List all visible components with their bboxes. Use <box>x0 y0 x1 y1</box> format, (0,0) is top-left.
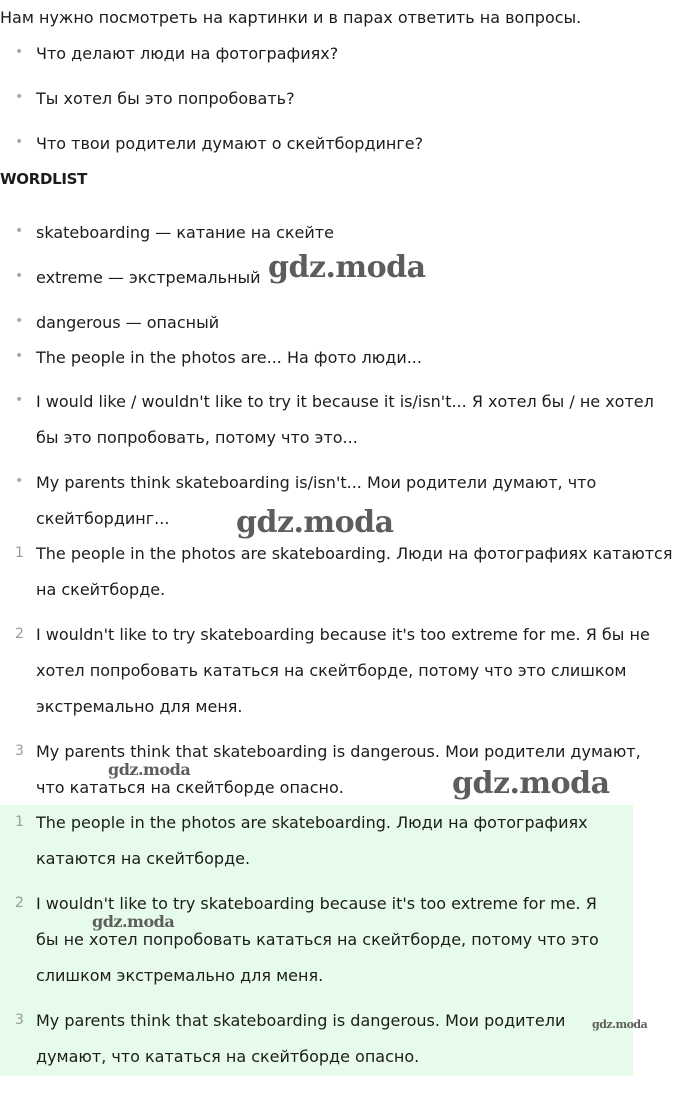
item-number: 1 <box>15 814 24 830</box>
wordlist-heading: WORDLIST <box>0 170 88 188</box>
bullet-icon: • <box>15 89 24 105</box>
watermark-logo: gdz.moda <box>92 912 175 931</box>
bullet-icon: • <box>15 223 24 239</box>
bullet-icon: • <box>15 268 24 284</box>
bullet-icon: • <box>15 313 24 329</box>
watermark-logo: gdz.moda <box>592 1018 648 1031</box>
item-number: 2 <box>15 626 24 642</box>
intro-text: Нам нужно посмотреть на картинки и в парах ответить на вопросы. <box>0 8 582 27</box>
watermark-logo: gdz.moda <box>108 760 191 779</box>
item-number: 1 <box>15 545 24 561</box>
bullet-icon: • <box>15 392 24 408</box>
watermark-logo: gdz.moda <box>236 505 394 540</box>
watermark-logo: gdz.moda <box>268 250 426 285</box>
bullet-icon: • <box>15 473 24 489</box>
bullet-icon: • <box>15 44 24 60</box>
watermark-logo: gdz.moda <box>452 766 610 801</box>
bullet-icon: • <box>15 134 24 150</box>
item-number: 2 <box>15 895 24 911</box>
item-number: 3 <box>15 743 24 759</box>
item-number: 3 <box>15 1012 24 1028</box>
bullet-icon: • <box>15 348 24 364</box>
